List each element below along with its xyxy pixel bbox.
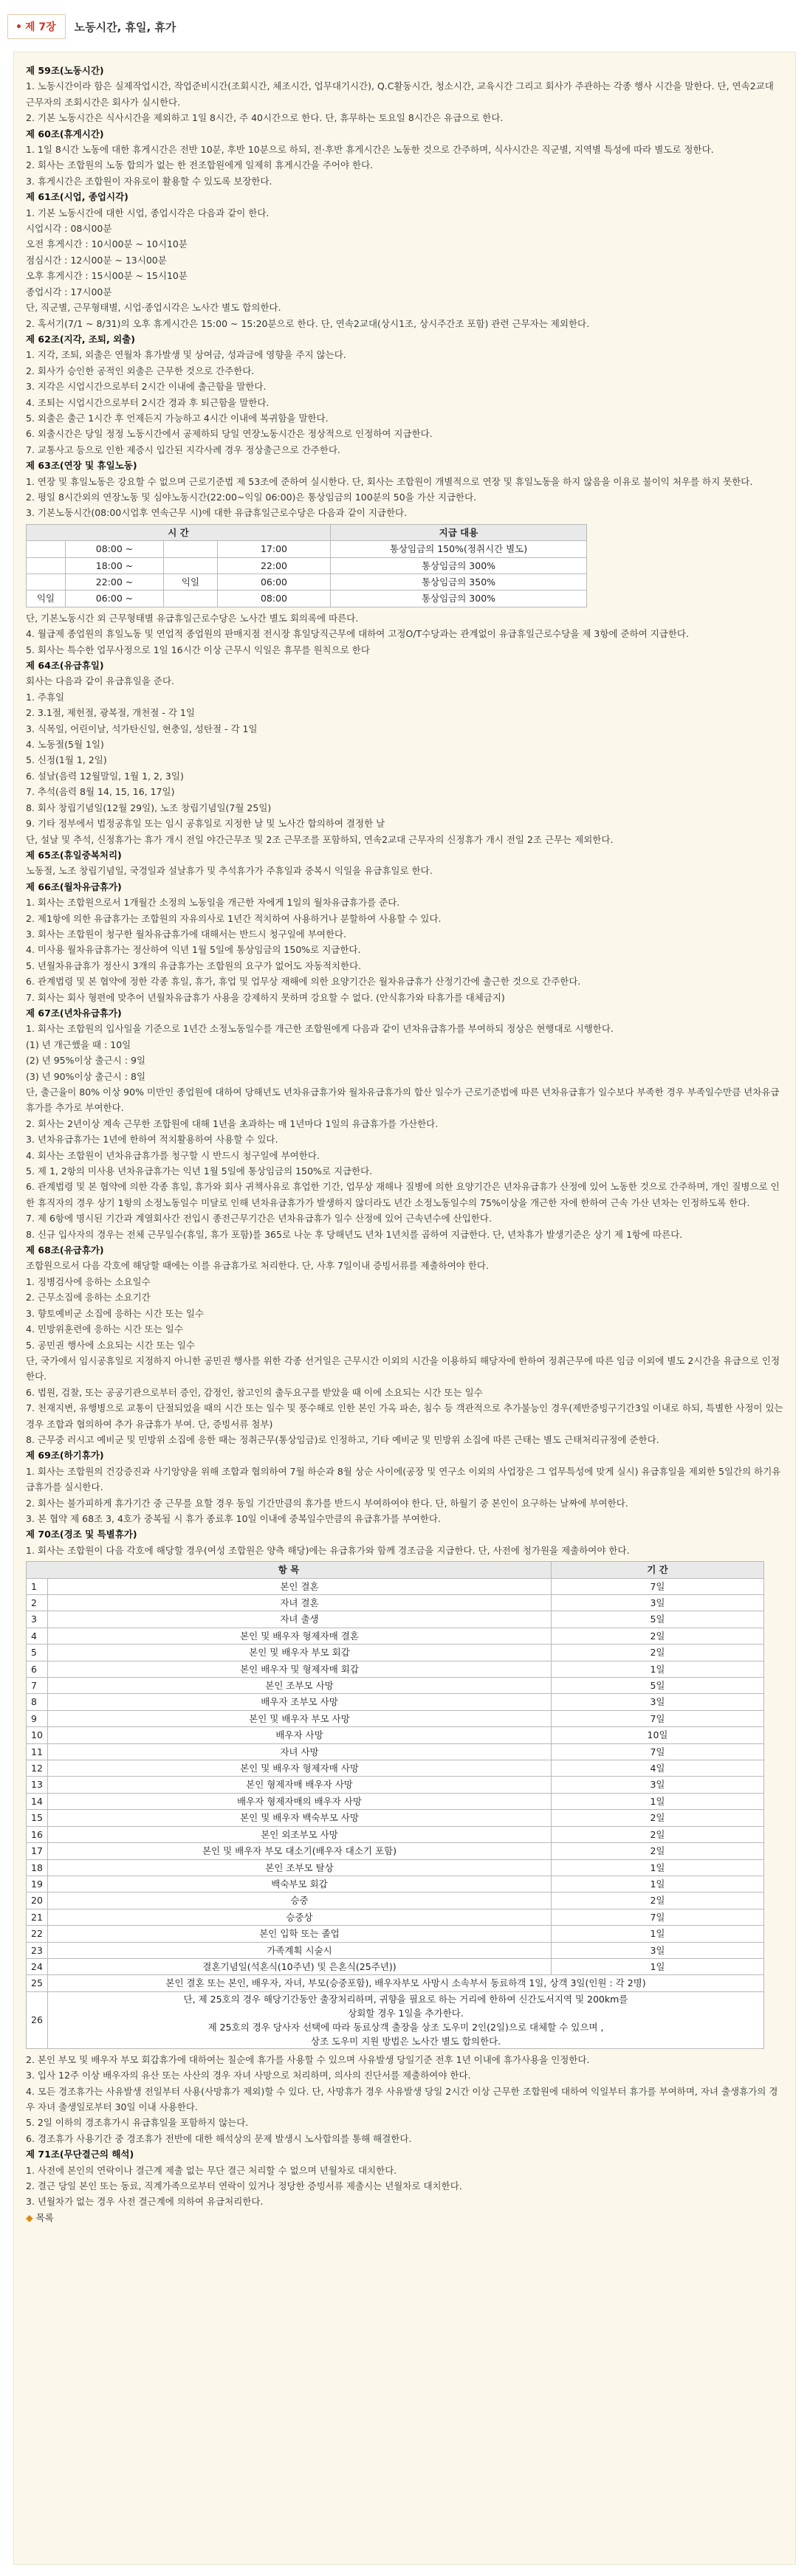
clause-line: 시업시각 : 08시00분 <box>26 223 112 235</box>
cell-number: 23 <box>27 1942 48 1958</box>
cell-item: 본인 배우자 및 형제자매 회갑 <box>48 1661 552 1677</box>
article-heading: 제 65조(휴일중복처리) <box>26 849 122 861</box>
cell-period: 3일 <box>552 1777 764 1793</box>
article-heading: 제 63조(연장 및 휴일노동) <box>26 460 137 472</box>
cell-period: 2일 <box>552 1628 764 1644</box>
clause-line: 2. 근무소집에 응하는 소요기간 <box>26 1292 151 1304</box>
cell-item: 본인 및 배우자 부모 회갑 <box>48 1645 552 1661</box>
clause-line: 3. 식목일, 어린이날, 석가탄신일, 현충일, 성탄절 - 각 1일 <box>26 723 258 734</box>
chapter-title: 노동시간, 휴일, 휴가 <box>74 20 176 34</box>
clause-line: 5. 회사는 특수한 업무사정으로 1일 16시간 이상 근무시 익일은 휴무를 원칙으로 한다 <box>26 644 370 655</box>
cell-to: 08:00 <box>218 590 331 607</box>
bookmark-icon[interactable]: ◆ <box>26 2211 33 2223</box>
article-heading: 제 69조(하기휴가) <box>26 1450 104 1461</box>
clause-line: 2. 본인 부모 및 배우자 부모 회갑휴가에 대하여는 칠순에 휴가를 사용할 수 있으며 사유발생 당일기준 전후 1년 이내에 휴가사용을 인정한다. <box>26 2053 590 2065</box>
cell-item: 배우자 형제자매의 배우자 사망 <box>48 1793 552 1809</box>
clause-line: 7. 제 6항에 명시된 기간과 계열회사간 전입시 종전근무기간은 년차유급휴가 일수 산정에 있어 근속년수에 산입한다. <box>26 1213 492 1225</box>
clause-line: 2. 평일 8시간외의 연장노동 및 심야노동시간(22:00~익일 06:00)은 통상임금의 100분의 50을 가산 지급한다. <box>26 491 477 503</box>
cell-period: 1일 <box>552 1859 764 1876</box>
clause-line: 6. 외출시간은 당일 정정 노동시간에서 공제하되 당일 연장노동시간은 정상적으로 인정하여 지급한다. <box>26 428 433 440</box>
table-header-time: 시 간 <box>27 524 331 540</box>
cell-item: 가족계획 시술시 <box>48 1942 552 1958</box>
clause-line: 1. 기본 노동시간에 대한 시업, 종업시각은 다음과 같이 한다. <box>26 207 270 218</box>
cell-item: 배우자 조부모 사망 <box>48 1694 552 1710</box>
cell-number: 15 <box>27 1810 48 1826</box>
cell-from: 18:00 ~ <box>66 557 164 574</box>
cell-number: 24 <box>27 1958 48 1974</box>
agreement-body <box>13 52 796 2565</box>
table-row <box>27 1876 764 1892</box>
cell-number: 9 <box>27 1710 48 1726</box>
clause-line: 5. 2일 이하의 경조휴가시 유급휴일을 포함하지 않는다. <box>26 2117 249 2129</box>
clause-line: 단, 직군별, 근무형태별, 시업·종업시각은 노사간 별도 합의한다. <box>26 302 281 314</box>
table-row <box>27 1661 764 1677</box>
table-row <box>27 1743 764 1760</box>
cell-number: 13 <box>27 1777 48 1793</box>
article-heading: 제 62조(지각, 조퇴, 외출) <box>26 333 135 345</box>
cell-period: 7일 <box>552 1710 764 1726</box>
clause-line: 7. 천재지변, 유행병으로 교통이 단절되었을 때의 시간 또는 일수 및 풍수해로 인한 본인 가옥 파손, 침수 등 객관적으로 추가불능인 경우(제반증빙구기간3일 이내로 하되, 특별한 사정이 있는 경우 조합과 협의하여 추가 유급휴가 부여. 단, 증빙서류 첨부) <box>26 1402 783 1430</box>
cell-to: 22:00 <box>218 557 331 574</box>
cell-period: 7일 <box>552 1578 764 1594</box>
cell-number: 4 <box>27 1628 48 1644</box>
table-row <box>27 1793 764 1809</box>
cell-period: 3일 <box>552 1694 764 1710</box>
article-heading: 제 71조(무단결근의 해석) <box>26 2149 134 2160</box>
clause-line: 6. 설날(음력 12월말일, 1월 1, 2, 3일) <box>26 770 184 782</box>
cell-period: 2일 <box>552 1645 764 1661</box>
table-row <box>27 574 587 590</box>
cell-to: 17:00 <box>218 541 331 557</box>
note-line: 상회할 경우 1일을 추가한다. <box>348 2007 464 2019</box>
table-header-item: 항 목 <box>27 1562 552 1578</box>
table-row <box>27 1926 764 1942</box>
cell-period: 2일 <box>552 1893 764 1909</box>
cell-number: 8 <box>27 1694 48 1710</box>
cell-item: 결혼기념일(석혼식(10주년) 및 은혼식(25주년)) <box>48 1958 552 1974</box>
clause-line: 3. 본 협약 제 68조 3, 4호가 중복될 시 휴가 종료후 10일 이내에 중복일수만큼의 유급휴가를 부여한다. <box>26 1512 441 1524</box>
cell-item: 백숙부모 회갑 <box>48 1876 552 1892</box>
cell-item: 본인 및 배우자 부모 사망 <box>48 1710 552 1726</box>
clause-line: 4. 모든 경조휴가는 사유발생 전일부터 사용(사망휴가 제외)할 수 있다. 단, 사망휴가 경우 사유발생 당일 2시간 이상 근무한 조합원에 대하여 익일부터 휴가를 부여하며, 자녀 출생휴가의 경우 자녀 출생일로부터 30일 이내 사용한다. <box>26 2085 778 2112</box>
clause-line: 2. 회사가 승인한 공적인 외출은 근무한 것으로 간주한다. <box>26 365 255 376</box>
clause-line: 9. 기타 정부에서 법정공휴일 또는 임시 공휴일로 지정한 날 및 노사간 합의하여 결정한 날 <box>26 818 385 830</box>
holiday-pay-table <box>26 524 587 607</box>
table-row <box>27 1909 764 1925</box>
clause-line: 7. 회사는 회사 형편에 맞추어 년월차유급휴가 사용을 강제하지 못하며 강요할 수 없다. (안식휴가와 타휴가를 대체금지) <box>26 991 505 1003</box>
clause-line: 8. 신규 입사자의 경우는 전체 근무일수(휴일, 휴가 포함)를 365로 나눈 후 당해년도 년차 1년치를 곱하여 지급한다. 단, 년차휴가 발생기준은 상기 제 1항에 따른다. <box>26 1228 683 1240</box>
clause-line: 3. 향토예비군 소집에 응하는 시간 또는 일수 <box>26 1307 205 1319</box>
cell-day: 익일 <box>27 590 66 607</box>
clause-line: 2. 회사는 조합원의 노동 합의가 없는 한 전조합원에게 일제히 휴게시간을 주어야 한다. <box>26 159 374 171</box>
clause-line: 5. 외출은 출근 1시간 후 언제든지 가능하고 4시간 이내에 복귀함을 말한다. <box>26 412 329 424</box>
cell-period: 1일 <box>552 1793 764 1809</box>
cell-period: 4일 <box>552 1760 764 1777</box>
cell-number: 19 <box>27 1876 48 1892</box>
table-row <box>27 1893 764 1909</box>
bullet-icon: • <box>16 21 22 33</box>
clause-line: 5. 신정(1월 1, 2일) <box>26 754 107 766</box>
clause-line: 6. 경조휴가 사용기간 중 경조휴가 전반에 대한 해석상의 문제 발생시 노사합의를 통해 해결한다. <box>26 2132 412 2144</box>
cell-period: 5일 <box>552 1678 764 1694</box>
table-row <box>27 1710 764 1726</box>
cell-period: 2일 <box>552 1843 764 1859</box>
table-row <box>27 1810 764 1826</box>
table-note <box>48 1991 764 2048</box>
table-row <box>27 1645 764 1661</box>
cell-period: 2일 <box>552 1826 764 1842</box>
article-heading: 제 60조(휴게시간) <box>26 128 104 140</box>
cell-item: 본인 및 배우자 백숙부모 사망 <box>48 1810 552 1826</box>
cell-mid <box>164 541 218 557</box>
cell-period: 7일 <box>552 1743 764 1760</box>
clause-line: 1. 노동시간이라 함은 실제작업시간, 작업준비시간(조회시간, 체조시간, 업무대기시간), Q.C활동시간, 청소시간, 교육시간 그리고 회사가 주관하는 각종 행사 시간을 말한다. 단, 연속2교대 근무자의 조회시간은 회사가 실시한다. <box>26 80 774 108</box>
cell-day <box>27 557 66 574</box>
cell-item: 본인 결혼 <box>48 1578 552 1594</box>
clause-line: 3. 입사 12주 이상 배우자의 유산 또는 사산의 경우 자녀 사망으로 처리하며, 의사의 진단서를 제출하여야 한다. <box>26 2070 471 2081</box>
clause-line: 4. 미사용 월차유급휴가는 정산하여 익년 1월 5일에 통상임금의 150%로 지급한다. <box>26 944 361 956</box>
clause-line: 3. 년월차가 없는 경우 사전 결근계에 의하여 유급처리한다. <box>26 2196 264 2208</box>
table-note-row <box>27 1991 764 2048</box>
cell-item: 배우자 사망 <box>48 1727 552 1743</box>
article-heading: 제 68조(유급휴가) <box>26 1244 104 1256</box>
cell-item: 본인 입학 또는 졸업 <box>48 1926 552 1942</box>
clause-line: 3. 휴게시간은 조합원이 자유로이 활용할 수 있도록 보장한다. <box>26 175 272 187</box>
table-row <box>27 1611 764 1628</box>
clause-line: 1. 1일 8시간 노동에 대한 휴게시간은 전반 10분, 후반 10분으로 하되, 전·후반 휴게시간은 노동한 것으로 간주하며, 식사시간은 직군별, 지역별 특성에 따라 별도로 정한다. <box>26 144 714 156</box>
cell-period: 1일 <box>552 1876 764 1892</box>
clause-line: 4. 회사는 조합원이 년차유급휴가를 청구할 시 반드시 청구일에 부여한다. <box>26 1149 320 1161</box>
clause-line: 8. 근무중 러시고 예비군 및 민방위 소집에 응한 때는 정취근무(통상임금)로 인정하고, 기타 예비군 및 민방위 소집에 따른 근태는 별도 근태처리규정에 준한다. <box>26 1433 659 1445</box>
cell-number: 1 <box>27 1578 48 1594</box>
cell-day <box>27 574 66 590</box>
clause-line: 2. 결근 당일 본인 또는 동료, 직계가족으로부터 연락이 있거나 정당한 증빙서류 제출시는 년월차로 대치한다. <box>26 2180 462 2191</box>
table-row <box>27 1975 764 1991</box>
clause-line: 3. 년차유급휴가는 1년에 한하여 적치활용하여 사용할 수 있다. <box>26 1134 278 1146</box>
cell-number: 20 <box>27 1893 48 1909</box>
article-heading: 제 67조(년차유급휴가) <box>26 1007 122 1019</box>
table-row <box>27 1760 764 1777</box>
clause-line: 오전 휴게시간 : 10시00분 ~ 10시10분 <box>26 238 188 250</box>
article-heading: 제 64조(유급휴일) <box>26 660 104 672</box>
chapter-badge <box>7 14 66 39</box>
table-row <box>27 1595 764 1611</box>
article-heading: 제 66조(월차유급휴가) <box>26 881 122 892</box>
cell-item: 승중상 <box>48 1909 552 1925</box>
note-line: 단, 제 25호의 경우 해당기간동안 출장처리하며, 귀향을 필요로 하는 거리에 한하여 신간도서지역 및 200km를 <box>183 1993 628 2005</box>
clause-line: 1. 주휴일 <box>26 691 65 703</box>
clause-line: 2. 3.1절, 제헌절, 광복절, 개천절 - 각 1일 <box>26 707 195 719</box>
cell-item: 본인 및 배우자 형제자매 사망 <box>48 1760 552 1777</box>
table-row <box>27 1727 764 1743</box>
cell-number: 12 <box>27 1760 48 1777</box>
cell-number: 26 <box>27 1991 48 2048</box>
table-row <box>27 541 587 557</box>
cell-period: 1일 <box>552 1958 764 1974</box>
cell-day <box>27 541 66 557</box>
cell-number: 21 <box>27 1909 48 1925</box>
cell-mid: 익일 <box>164 574 218 590</box>
clause-line: 2. 제1항에 의한 유급휴가는 조합원의 자유의사로 1년간 적치하여 사용하거나 분할하여 사용할 수 있다. <box>26 912 442 924</box>
cell-period: 7일 <box>552 1909 764 1925</box>
cell-item: 본인 결혼 또는 본인, 배우자, 자녀, 부모(승중포함), 배우자부모 사망시 소속부서 동료하객 1일, 상객 3일(인원 : 각 2명) <box>48 1975 764 1991</box>
clause-line: 1. 회사는 조합원으로서 1개월간 소정의 노동일을 개근한 자에게 1일의 월차유급휴가를 준다. <box>26 897 400 909</box>
article-heading: 제 59조(노동시간) <box>26 65 104 76</box>
clause-line: 1. 회사는 조합원이 다음 각호에 해당할 경우(여성 조합원은 양측 해당)에는 유급휴가와 함께 경조금을 지급한다. 단, 사전에 청가원을 제출하여야 한다. <box>26 1544 630 1556</box>
cell-number: 14 <box>27 1793 48 1809</box>
cell-number: 5 <box>27 1645 48 1661</box>
cell-number: 11 <box>27 1743 48 1760</box>
clause-line: (3) 년 90%이상 출근시 : 8일 <box>26 1070 146 1082</box>
cell-from: 08:00 ~ <box>66 541 164 557</box>
note-line: 제 25호의 경우 당사자 선택에 따라 동료상객 출장을 상조 도우미 2인(2일)으로 대체할 수 있으며 , <box>207 2021 604 2033</box>
cell-pay: 통상임금의 350% <box>331 574 587 590</box>
clause-line: 1. 징병검사에 응하는 소요일수 <box>26 1275 151 1287</box>
cell-mid <box>164 557 218 574</box>
cell-item: 본인 및 배우자 부모 대소기(배우자 대소기 포함) <box>48 1843 552 1859</box>
clause-line: 오후 휴게시간 : 15시00분 ~ 15시10분 <box>26 270 188 282</box>
clause-line: 6. 관계법령 및 본 협약에 의한 각종 휴일, 휴가와 회사 귀책사유로 휴업한 기간, 업무상 재해나 질병에 의한 요양기간은 년차유급휴가 산정에 있어 노동한 것으로 간주하며, 개인 질병으로 인한 휴직자의 경우 상기 1항의 소정노동일수 미달로 인해 년차유급휴가가 발생하지 않더라도 년간 소정노동일수의 75%이상을 개근한 자에 한하여 근속 가산 년차는 인정하도록 한다. <box>26 1181 780 1208</box>
table-row <box>27 1694 764 1710</box>
bookmark-link[interactable]: 목록 <box>35 2211 54 2223</box>
clause-line: 2. 회사는 2년이상 계속 근무한 조합원에 대해 1년을 초과하는 매 1년마다 1일의 유급휴가를 가산한다. <box>26 1117 439 1129</box>
cell-pay: 통상임금의 150%(정취시간 별도) <box>331 541 587 557</box>
clause-line: 2. 기본 노동시간은 식사시간을 제외하고 1일 8시간, 주 40시간으로 한다. 단, 휴무하는 토요일 8시간은 유급으로 한다. <box>26 112 504 124</box>
table-row <box>27 1942 764 1958</box>
clause-line: 3. 지각은 시업시간으로부터 2시간 이내에 출근함을 말한다. <box>26 381 267 393</box>
cell-number: 17 <box>27 1843 48 1859</box>
bookmark-line <box>26 2210 783 2225</box>
clause-line: 1. 연장 및 휴일노동은 강요할 수 없으며 근로기준법 제 53조에 준하여 실시한다. 단, 회사는 조합원이 개별적으로 연장 및 휴일노동을 하지 않음을 이유로 불이익 처우를 하지 못한다. <box>26 475 753 487</box>
cell-period: 3일 <box>552 1595 764 1611</box>
table-row <box>27 1578 764 1594</box>
clause-line: 단, 국가에서 임시공휴일로 지정하지 아니한 공민권 행사를 위한 각종 선거일은 근무시간 이외의 시간을 이용하되 해당자에 한하여 정취근무에 따른 임금 이외에 별도 2시간을 유급으로 인정한다. <box>26 1354 780 1382</box>
cell-number: 2 <box>27 1595 48 1611</box>
article-heading: 제 61조(시업, 종업시각) <box>26 191 128 203</box>
cell-number: 18 <box>27 1859 48 1876</box>
cell-period: 2일 <box>552 1810 764 1826</box>
clause-line: 단, 출근율이 80% 이상 90% 미만인 종업원에 대하여 당해년도 년차유급휴가와 월차유급휴가의 합산 일수가 근로기준법에 따른 년차유급휴가 일수보다 부족한 경우 부족일수만큼 년차유급휴가를 추가로 부여한다. <box>26 1086 780 1114</box>
cell-to: 06:00 <box>218 574 331 590</box>
clause-line: 1. 사전에 본인의 연락이나 결근계 제출 없는 무단 결근 처리할 수 없으며 년월차로 대치한다. <box>26 2164 397 2176</box>
cell-item: 본인 및 배우자 형제자매 결혼 <box>48 1628 552 1644</box>
cell-number: 7 <box>27 1678 48 1694</box>
table-row <box>27 1777 764 1793</box>
clause-line: 2. 혹서기(7/1 ~ 8/31)의 오후 휴게시간은 15:00 ~ 15:20분으로 한다. 단, 연속2교대(상시1조, 상시주간조 포함) 관련 근무자는 제외한다. <box>26 317 590 329</box>
table-row <box>27 1826 764 1842</box>
clause-line: 1. 회사는 조합원의 입사일을 기준으로 1년간 소정노동일수를 개근한 조합원에게 다음과 같이 년차유급휴가를 부여하되 정상은 현행대로 시행한다. <box>26 1023 614 1035</box>
cell-number: 25 <box>27 1975 48 1991</box>
table-row <box>27 557 587 574</box>
table-row <box>27 1628 764 1644</box>
cell-item: 승중 <box>48 1893 552 1909</box>
cell-number: 3 <box>27 1611 48 1628</box>
clause-line: 종업시각 : 17시00분 <box>26 286 112 297</box>
cell-number: 16 <box>27 1826 48 1842</box>
clause-line: 5. 공민권 행사에 소요되는 시간 또는 일수 <box>26 1339 195 1351</box>
clause-line: (1) 년 개근했을 때 : 10일 <box>26 1039 131 1050</box>
cell-from: 06:00 ~ <box>66 590 164 607</box>
cell-item: 본인 조부모 사망 <box>48 1678 552 1694</box>
clause-line: 4. 월급제 종업원의 휴일노동 및 연업적 종업원의 판매지점 전시장 휴일당직근무에 대하여 고정O/T수당과는 관계없이 유급휴일근로수당을 제 3항에 준하여 지급한다. <box>26 628 689 640</box>
clause-line: 점심시간 : 12시00분 ~ 13시00분 <box>26 254 167 266</box>
cell-from: 22:00 ~ <box>66 574 164 590</box>
clause-line: 4. 노동절(5월 1일) <box>26 739 104 751</box>
clause-line: (2) 년 95%이상 출근시 : 9일 <box>26 1055 146 1067</box>
cell-item: 자녀 출생 <box>48 1611 552 1628</box>
chapter-header <box>7 7 803 46</box>
cell-item: 본인 외조부모 사망 <box>48 1826 552 1842</box>
cell-period: 5일 <box>552 1611 764 1628</box>
cell-pay: 통상임금의 300% <box>331 557 587 574</box>
cell-period: 3일 <box>552 1942 764 1958</box>
clause-line: 단, 기본노동시간 외 근무형태별 유급휴일근로수당은 노사간 별도 회의록에 따른다. <box>26 612 359 624</box>
clause-line: 1. 지각, 조퇴, 외출은 연월차 휴가발생 및 상여금, 성과금에 영향을 주지 않는다. <box>26 349 346 361</box>
cell-number: 6 <box>27 1661 48 1677</box>
clauses-70-71 <box>26 2052 783 2210</box>
clause-line: 6. 관계법령 및 본 협약에 정한 각종 휴일, 휴가, 휴업 및 업무상 재해에 의한 요양기간은 월차유급휴가 산정기간에 출근한 것으로 간주한다. <box>26 976 581 988</box>
clause-line: 단, 설날 및 추석, 신정휴가는 휴가 개시 전일 야간근무조 및 2조 근무조를 포함하되, 연속2교대 근무자의 신정휴가 개시 전일 2조 근무는 제외한다. <box>26 833 614 845</box>
clause-line: 3. 회사는 조합원이 청구한 월차유급휴가에 대해서는 반드시 청구일에 부여한다. <box>26 928 347 940</box>
table-header-period: 기 간 <box>552 1562 764 1578</box>
table-row <box>27 1958 764 1974</box>
cell-item: 자녀 결혼 <box>48 1595 552 1611</box>
clause-line: 회사는 다음과 같이 유급휴일을 준다. <box>26 675 174 687</box>
cell-mid <box>164 590 218 607</box>
cell-number: 10 <box>27 1727 48 1743</box>
table-row <box>27 590 587 607</box>
clause-line: 8. 회사 창립기념일(12월 29일), 노조 창립기념일(7월 25일) <box>26 802 272 813</box>
cell-item: 본인 조부모 탈상 <box>48 1859 552 1876</box>
table-header-pay: 지급 대용 <box>331 524 587 540</box>
cell-number: 22 <box>27 1926 48 1942</box>
leave-table <box>26 1561 764 2049</box>
clause-line: 5. 년월차유급휴가 정산시 3개의 유급휴가는 조합원의 요구가 없어도 자동적치한다. <box>26 960 362 971</box>
cell-period: 10일 <box>552 1727 764 1743</box>
clauses-63-70 <box>26 610 783 1558</box>
cell-period: 1일 <box>552 1661 764 1677</box>
note-line: 상조 도우미 지원 방법은 노사간 별도 합의한다. <box>310 2035 501 2047</box>
clause-line: 조합원으로서 다음 각호에 해당할 때에는 이를 유급휴가로 처리한다. 단, 사후 7일이내 증빙서류를 제출하여야 한다. <box>26 1260 489 1272</box>
cell-item: 본인 형제자매 배우자 사망 <box>48 1777 552 1793</box>
clauses-59-63 <box>26 63 783 521</box>
clause-line: 4. 민방위훈련에 응하는 시간 또는 일수 <box>26 1323 183 1335</box>
table-row <box>27 1859 764 1876</box>
clause-line: 5. 제 1, 2항의 미사용 년차유급휴가는 익년 1월 5일에 통상임금의 150%로 지급한다. <box>26 1165 373 1177</box>
clause-line: 6. 법원, 검찰, 또는 공공기관으로부터 증인, 감정인, 참고인의 출두요구를 받았을 때 이에 소요되는 시간 또는 일수 <box>26 1386 483 1398</box>
clause-line: 3. 기본노동시간(08:00시업후 연속근무 시)에 대한 유급휴일근로수당은 다음과 같이 지급한다. <box>26 507 408 519</box>
cell-pay: 통상임금의 300% <box>331 590 587 607</box>
clause-line: 7. 추석(음력 8월 14, 15, 16, 17일) <box>26 786 175 798</box>
cell-item: 자녀 사망 <box>48 1743 552 1760</box>
clause-line: 2. 회사는 불가피하게 휴가기간 중 근무를 요할 경우 동일 기간만큼의 휴가를 반드시 부여하여야 한다. 단, 하월기 중 본인이 요구하는 날짜에 부여한다. <box>26 1497 628 1509</box>
table-row <box>27 1843 764 1859</box>
clause-line: 노동절, 노조 창립기념일, 국경일과 설날휴가 및 추석휴가가 주휴일과 중복시 익일을 유급휴일로 한다. <box>26 865 433 877</box>
table-row <box>27 1678 764 1694</box>
clause-line: 7. 교통사고 등으로 인한 제증시 입간된 지각사례 경우 정상출근으로 간주한다. <box>26 444 340 455</box>
article-heading: 제 70조(경조 및 특별휴가) <box>26 1529 137 1540</box>
cell-period: 1일 <box>552 1926 764 1942</box>
clause-line: 1. 회사는 조합원의 건강증진과 사기앙양을 위해 조합과 협의하여 7월 하순과 8월 상순 사이에(공장 및 연구소 이외의 사업장은 그 업무특성에 맞게 실시) 유급휴일을 제외한 5일간의 하기유급휴가를 실시한다. <box>26 1465 781 1493</box>
chapter-label: 제 7장 <box>24 21 56 33</box>
clause-line: 4. 조퇴는 시업시간으로부터 2시간 경과 후 퇴근함을 말한다. <box>26 396 270 408</box>
